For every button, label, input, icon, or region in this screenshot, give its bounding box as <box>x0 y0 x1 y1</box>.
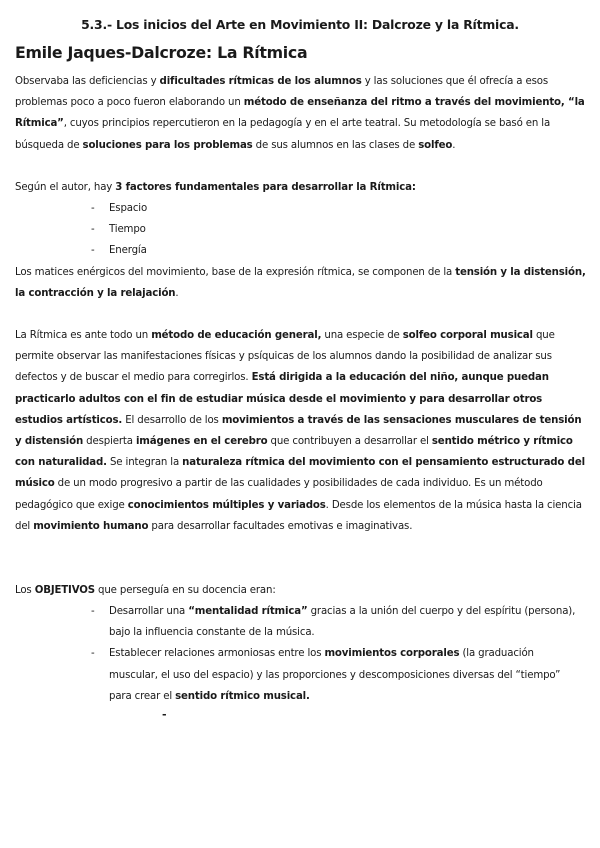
bold-text-run: movimientos a través de las sensaciones musculares de tensión y distensión <box>15 414 582 448</box>
text-run: de un modo progresivo a partir de las cualidades y posibilidades de cada individuo. Es un método pedagógico que exige <box>15 478 543 511</box>
text-run: , cuyos principios repercutieron en la pedagogía y en el arte teatral. Su metodología se basó en la búsqueda de <box>15 118 551 151</box>
objective-text <box>109 643 583 707</box>
list-item <box>0 198 600 219</box>
text-run: La Rítmica es ante todo un <box>15 330 152 341</box>
paragraph-objectives-intro <box>15 580 587 601</box>
text-run: . <box>452 139 456 151</box>
paragraph-general-education <box>15 325 587 537</box>
bold-text-run: método de educación general, <box>151 330 322 341</box>
text-run: Desarrollar una <box>109 606 189 617</box>
list-dash: - <box>91 203 95 214</box>
text-run: y las soluciones que él ofrecía a esos problemas poco a poco fueron elaborando un <box>15 76 548 109</box>
bold-text-run: 3 factores fundamentales para desarrollar la Rítmica: <box>115 182 416 193</box>
bold-text-run: sentido rítmico musical. <box>175 690 310 702</box>
list-item <box>0 601 600 643</box>
paragraph-factors-intro <box>15 177 587 198</box>
text-run: Observaba las deficiencias y <box>15 76 160 87</box>
text-run: . <box>175 288 179 300</box>
objective-text <box>109 601 583 643</box>
text-run: despierta <box>83 436 136 448</box>
list-dash: - <box>91 648 95 660</box>
text-run: Los <box>15 585 35 596</box>
list-dash: - <box>91 224 95 236</box>
bold-text-run: OBJETIVOS <box>34 585 95 596</box>
paragraph-intro <box>15 71 587 156</box>
text-run: El desarrollo de los <box>122 414 222 426</box>
text-run: Según el autor, hay <box>15 182 116 193</box>
text-run: que contribuyen a desarrollar el <box>267 436 432 448</box>
text-run: Se integran la <box>106 457 183 469</box>
factor-espacio: Espacio <box>109 203 148 214</box>
list-item <box>0 643 600 707</box>
text-run: para desarrollar facultades emotivas e imaginativas. <box>148 520 413 532</box>
bold-text-run: sentido métrico y rítmico con naturalidad. <box>15 436 573 469</box>
factors-list <box>0 198 600 262</box>
text-run: Establecer relaciones armoniosas entre los <box>109 648 325 660</box>
bold-text-run: movimiento humano <box>33 520 149 532</box>
bold-text-run: “mentalidad rítmica” <box>188 606 308 617</box>
text-run: que permite observar las manifestaciones físicas y psíquicas de los alumnos dando la posibilidad de analizar sus defectos y de buscar el medio para corregirlos. <box>15 330 555 384</box>
list-item <box>0 219 600 240</box>
bold-text-run: solfeo <box>418 139 453 151</box>
factor-tiempo: Tiempo <box>109 224 146 236</box>
bold-text-run: soluciones para los problemas <box>82 139 253 151</box>
list-dash: - <box>91 606 95 617</box>
bold-text-run: método de enseñanza del ritmo a través del movimiento, “la Rítmica” <box>15 97 585 130</box>
bold-text-run: imágenes en el cerebro <box>135 436 268 448</box>
objectives-list <box>0 601 600 707</box>
text-run: . Desde los elementos de la música hasta la ciencia del <box>15 499 582 532</box>
text-run: una especie de <box>321 330 403 341</box>
text-run: que perseguía en su docencia eran: <box>94 585 276 596</box>
section-title: 5.3.- Los inicios del Arte en Movimiento II: Dalcroze y la Rítmica. <box>81 17 519 32</box>
section-subtitle: Emile Jaques-Dalcroze: La Rítmica <box>15 43 308 62</box>
list-dash: - <box>91 245 95 257</box>
text-run: (la graduación muscular, el uso del espacio) y las proporciones y descomposiciones diversas del “tiempo” para crear el <box>109 648 561 702</box>
bold-text-run: conocimientos múltiples y variados <box>127 499 326 511</box>
trailing-dash: - <box>162 708 167 721</box>
factor-energia: Energía <box>109 245 147 257</box>
bold-text-run: Está dirigida a la educación del niño, aunque puedan practicarlo adultos con el fin de estudiar música desde el movimiento y para desarrollar otros estudios artísticos. <box>15 372 549 426</box>
paragraph-energetic-nuances <box>15 262 587 304</box>
bold-text-run: naturaleza rítmica del movimiento con el pensamiento estructurado del músico <box>15 457 585 490</box>
bold-text-run: movimientos corporales <box>324 648 460 660</box>
text-run: gracias a la unión del cuerpo y del espíritu (persona), bajo la influencia constante de la música. <box>109 606 576 639</box>
bold-text-run: solfeo corporal musical <box>402 330 533 341</box>
text-run: de sus alumnos en las clases de <box>252 139 419 151</box>
bold-text-run: dificultades rítmicas de los alumnos <box>159 76 362 87</box>
list-item <box>0 240 600 261</box>
bold-text-run: tensión y la distensión, la contracción y la relajación <box>15 267 586 300</box>
text-run: Los matices enérgicos del movimiento, base de la expresión rítmica, se componen de la <box>15 267 456 278</box>
